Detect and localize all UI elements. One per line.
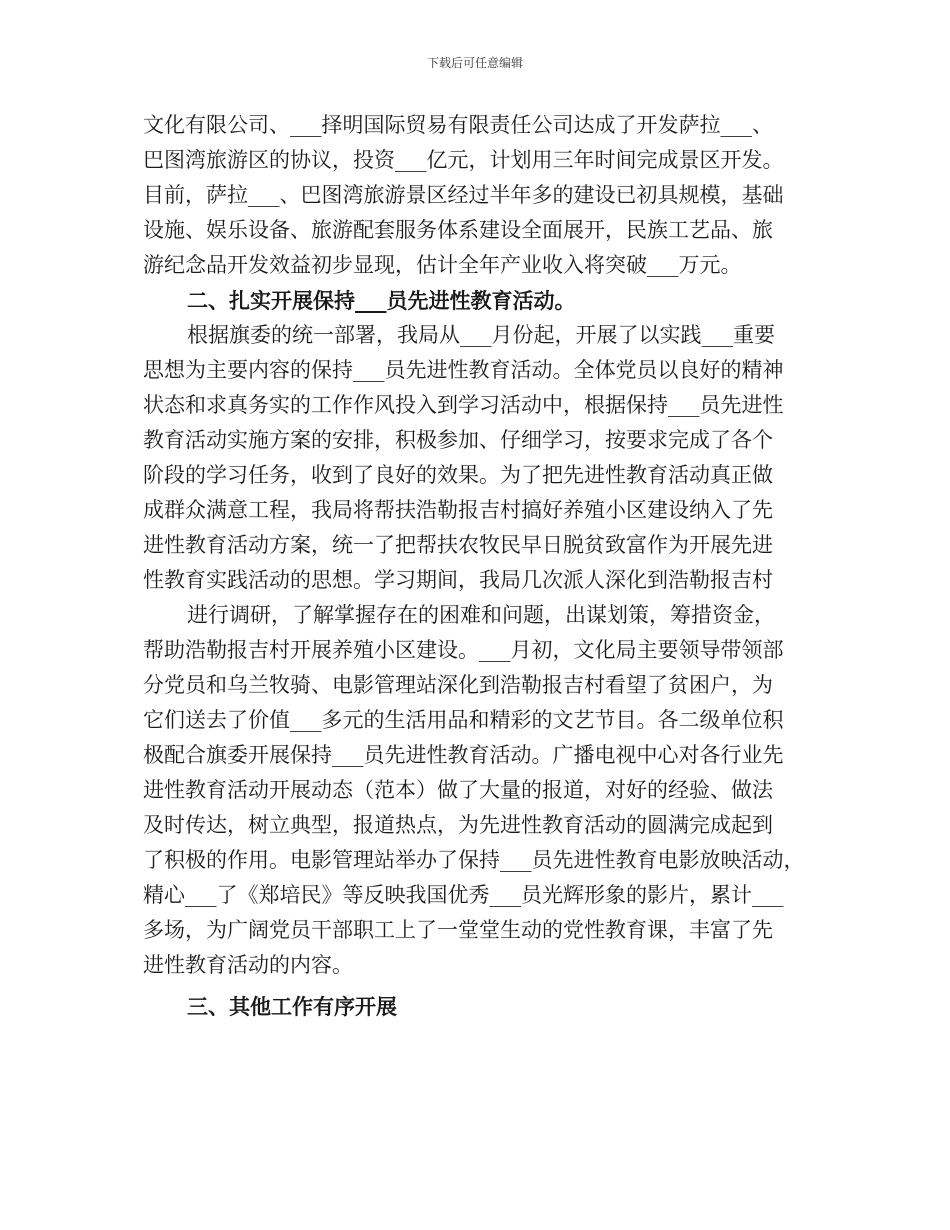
- text-line: 它们送去了价值___多元的生活用品和精彩的文艺节目。各二级单位积: [143, 708, 784, 732]
- text-line: 分党员和乌兰牧骑、电影管理站深化到浩勒报吉村看望了贫困户，为: [143, 673, 773, 697]
- page-header: 下载后可任意编辑: [426, 56, 523, 70]
- text-line: 巴图湾旅游区的协议，投资___亿元，计划用三年时间完成景区开发。: [143, 148, 784, 172]
- text-line: 帮助浩勒报吉村开展养殖小区建设。___月初，文化局主要领导带领部: [143, 638, 784, 662]
- text-line: 进性教育活动开展动态（范本）做了大量的报道，对好的经验、做法: [143, 778, 773, 802]
- text-line: 状态和求真务实的工作作风投入到学习活动中，根据保持___员先进性: [143, 393, 784, 417]
- text-line: 进行调研，了解掌握存在的困难和问题，出谋划策，筹措资金，: [187, 603, 775, 627]
- text-line: 目前，萨拉___、巴图湾旅游景区经过半年多的建设已初具规模，基础: [143, 183, 784, 207]
- text-line: 进性教育活动方案，统一了把帮扶农牧民早日脱贫致富作为开展先进: [143, 533, 773, 557]
- text-line: 思想为主要内容的保持___员先进性教育活动。全体党员以良好的精神: [143, 358, 784, 382]
- document-body: [143, 108, 813, 1024]
- text-line: 游纪念品开发效益初步显现，估计全年产业收入将突破___万元。: [143, 253, 742, 277]
- text-line: 进性教育活动的内容。: [143, 953, 353, 977]
- text-line: 及时传达，树立典型，报道热点，为先进性教育活动的圆满完成起到: [143, 813, 773, 837]
- section-heading: 二、扎实开展保持___员先进性教育活动。: [187, 288, 576, 313]
- text-line: 了积极的作用。电影管理站举办了保持___员先进性教育电影放映活动，: [143, 848, 805, 872]
- text-line: 设施、娱乐设备、旅游配套服务体系建设全面展开，民族工艺品、旅: [143, 218, 773, 242]
- text-line: 性教育实践活动的思想。学习期间，我局几次派人深化到浩勒报吉村: [143, 568, 773, 592]
- text-line: 教育活动实施方案的安排，积极参加、仔细学习，按要求完成了各个: [143, 428, 773, 452]
- text-line: 根据旗委的统一部署，我局从___月份起，开展了以实践___重要: [187, 323, 775, 347]
- text-line: 极配合旗委开展保持___员先进性教育活动。广播电视中心对各行业先: [143, 743, 784, 767]
- section-heading: 三、其他工作有序开展: [187, 994, 397, 1019]
- text-line: 阶段的学习任务，收到了良好的效果。为了把先进性教育活动真正做: [143, 463, 773, 487]
- text-line: 精心___了《郑培民》等反映我国优秀___员光辉形象的影片，累计___: [143, 883, 784, 907]
- text-line: 成群众满意工程，我局将帮扶浩勒报吉村搞好养殖小区建设纳入了先: [143, 498, 773, 522]
- text-line: 多场，为广阔党员干部职工上了一堂堂生动的党性教育课，丰富了先: [143, 918, 773, 942]
- text-line: 文化有限公司、___择明国际贸易有限责任公司达成了开发萨拉___、: [143, 113, 773, 137]
